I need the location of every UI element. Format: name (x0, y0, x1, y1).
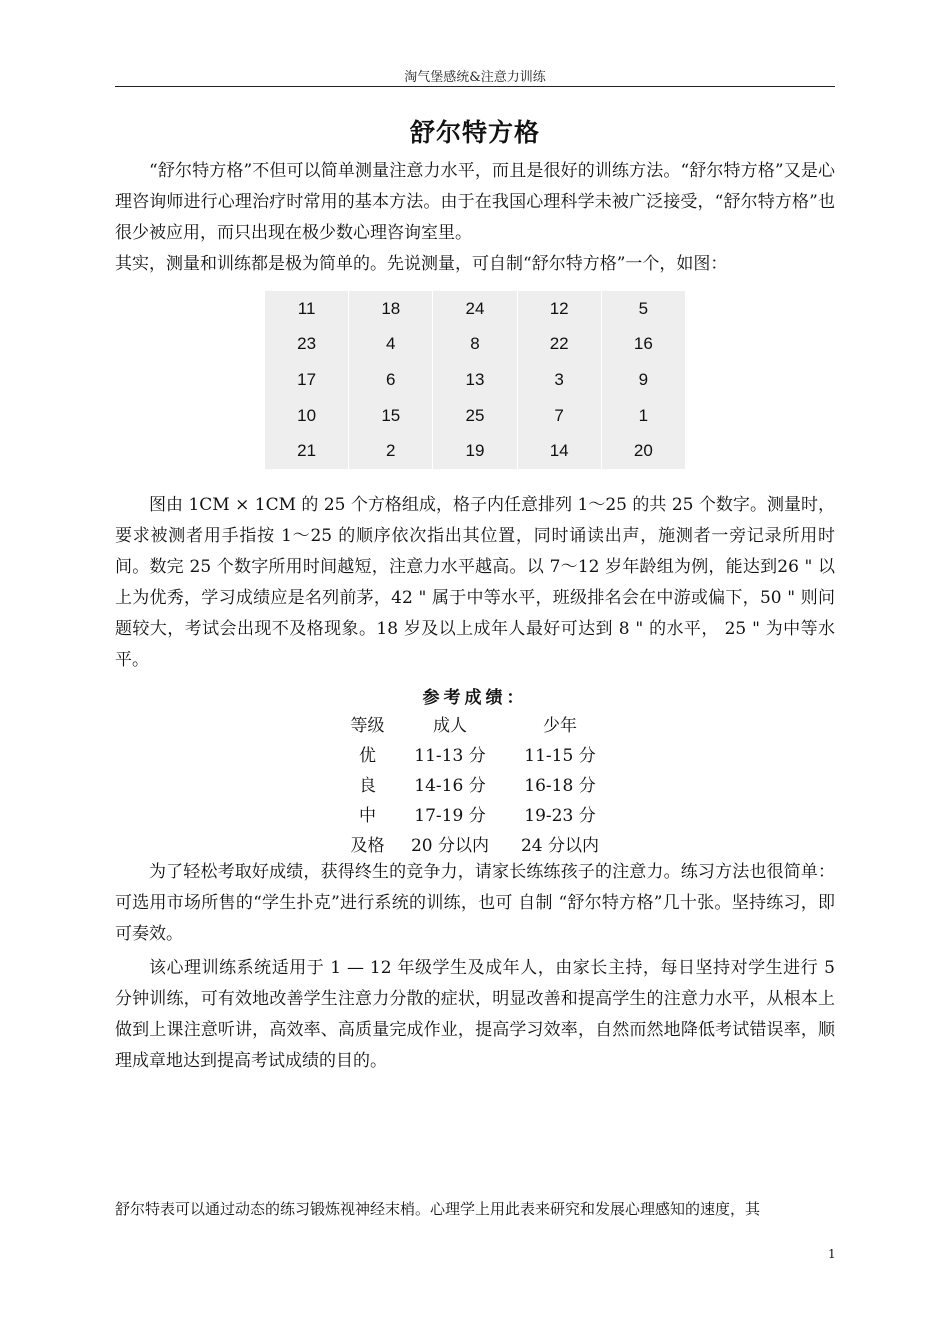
grid-cell: 10 (265, 398, 349, 434)
training-paragraph-1: 为了轻松考取好成绩，获得终生的竞争力，请家长练练孩子的注意力。练习方法也很简单： 可选用市场所售的“学生扑克”进行系统的训练，也可 自制 “舒尔特方格”几十张。坚持练习，即可奏效。 (115, 862, 835, 944)
grid-cell: 20 (633, 441, 653, 461)
score-cell: 少年 (543, 715, 577, 736)
grid-cell: 12 (517, 291, 601, 327)
intro-paragraph-2: 其实，测量和训练都是极为简单的。先说测量，可自制“舒尔特方格”一个，如图： (115, 254, 728, 274)
score-reference-table (340, 708, 615, 858)
page-title: 舒尔特方格 (409, 118, 540, 147)
score-cell: 良 (359, 775, 376, 796)
score-row (340, 768, 615, 798)
description-paragraph: 图由 1CM × 1CM 的 25 个方格组成，格子内任意排列 1～25 的共 25 个数字。测量时，要求被测者用手指按 1～25 的顺序依次指出其位置，同时诵读出声，施测者一旁记录所用时间。数完 25 个数字所用时间越短，注意力水平越高。以 7～12 岁年龄组为例，能达到26 " 以上为优秀，学习成绩应是名列前茅，42 " 属于中等水平，班级排名会在中游或偏下，50 " 则问题较大，考试会出现不及格现象。18 岁及以上成年人最好可达到 8 " 的水平， 25 " 为中等水平。 (115, 495, 835, 670)
score-cell: 24 分以内 (520, 835, 600, 856)
grid-cell: 2 (349, 433, 433, 469)
score-reference-title: 参考成绩： (422, 688, 528, 708)
score-cell: 成人 (433, 715, 467, 736)
grid-cell: 22 (517, 327, 601, 363)
grid-cell: 11 (265, 291, 349, 327)
score-cell: 16-18 分 (524, 775, 596, 796)
score-cell: 20 分以内 (410, 835, 490, 856)
score-row (340, 828, 615, 858)
grid-cell: 25 (433, 398, 517, 434)
grid-cell: 18 (349, 291, 433, 327)
grid-cell: 14 (517, 433, 601, 469)
score-cell: 中 (359, 805, 376, 826)
grid-cell: 9 (638, 369, 649, 389)
header-divider (115, 86, 835, 87)
grid-cell: 1 (638, 405, 649, 425)
grid-cell: 15 (349, 398, 433, 434)
score-cell: 及格 (350, 835, 385, 856)
score-row (340, 738, 615, 768)
grid-row (265, 362, 685, 398)
training-paragraph-2: 该心理训练系统适用于 1 — 12 年级学生及成年人，由家长主持，每日坚持对学生进行 5 分钟训练，可有效地改善学生注意力分散的症状，明显改善和提高学生的注意力水平，从根本上做到上课注意听讲，高效率、高质量完成作业，提高学习效率，自然而然地降低考试错误率，顺理成章地达到提高考试成绩的目的。 (115, 958, 835, 1071)
score-cell: 11-13 分 (414, 745, 486, 766)
grid-cell: 4 (349, 327, 433, 363)
grid-cell: 16 (633, 334, 653, 354)
grid-cell: 3 (517, 362, 601, 398)
grid-cell: 19 (433, 433, 517, 469)
score-row (340, 798, 615, 828)
grid-row (265, 398, 685, 434)
intro-paragraph-1: “舒尔特方格”不但可以简单测量注意力水平，而且是很好的训练方法。“舒尔特方格”又是心理咨询师进行心理治疗时常用的基本方法。由于在我国心理科学未被广泛接受，“舒尔特方格”也很少被应用，而只出现在极少数心理咨询室里。 (115, 161, 835, 243)
running-header: 淘气堡感统&注意力训练 (404, 70, 546, 85)
grid-cell: 6 (349, 362, 433, 398)
grid-row (265, 291, 685, 327)
score-cell: 优 (359, 745, 376, 766)
score-header-row (340, 708, 615, 738)
grid-cell: 8 (433, 327, 517, 363)
grid-cell: 21 (265, 433, 349, 469)
score-cell: 17-19 分 (414, 805, 486, 826)
continuation-text: 舒尔特表可以通过动态的练习锻炼视神经末梢。心理学上用此表来研究和发展心理感知的速度，其 (115, 1200, 761, 1218)
grid-cell: 5 (638, 298, 649, 318)
score-cell: 19-23 分 (524, 805, 596, 826)
grid-cell: 7 (517, 398, 601, 434)
grid-cell: 24 (433, 291, 517, 327)
score-cell: 11-15 分 (524, 745, 596, 766)
grid-cell: 17 (265, 362, 349, 398)
grid-cell: 13 (433, 362, 517, 398)
grid-row (265, 327, 685, 363)
grid-cell: 23 (265, 327, 349, 363)
grid-row (265, 433, 685, 469)
score-cell: 14-16 分 (414, 775, 486, 796)
schulte-grid (265, 291, 685, 469)
page-number: 1 (828, 1247, 836, 1261)
score-cell: 等级 (350, 715, 385, 736)
